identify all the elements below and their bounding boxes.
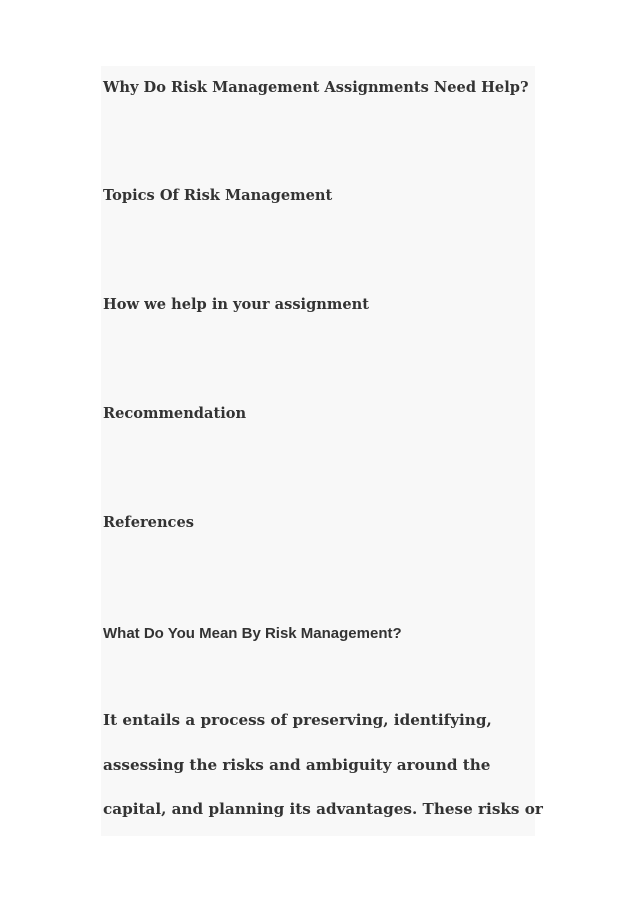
body-line-3: capital, and planning its advantages. These risks or bbox=[103, 800, 543, 818]
heading-references: References bbox=[103, 514, 194, 531]
heading-topics: Topics Of Risk Management bbox=[103, 187, 333, 204]
body-line-2: assessing the risks and ambiguity around the bbox=[103, 756, 491, 774]
section-title: What Do You Mean By Risk Management? bbox=[103, 625, 402, 642]
heading-why-need-help: Why Do Risk Management Assignments Need Help? bbox=[103, 79, 529, 96]
body-line-1: It entails a process of preserving, identifying, bbox=[103, 711, 492, 729]
heading-how-we-help: How we help in your assignment bbox=[103, 296, 369, 313]
heading-recommendation: Recommendation bbox=[103, 405, 247, 422]
